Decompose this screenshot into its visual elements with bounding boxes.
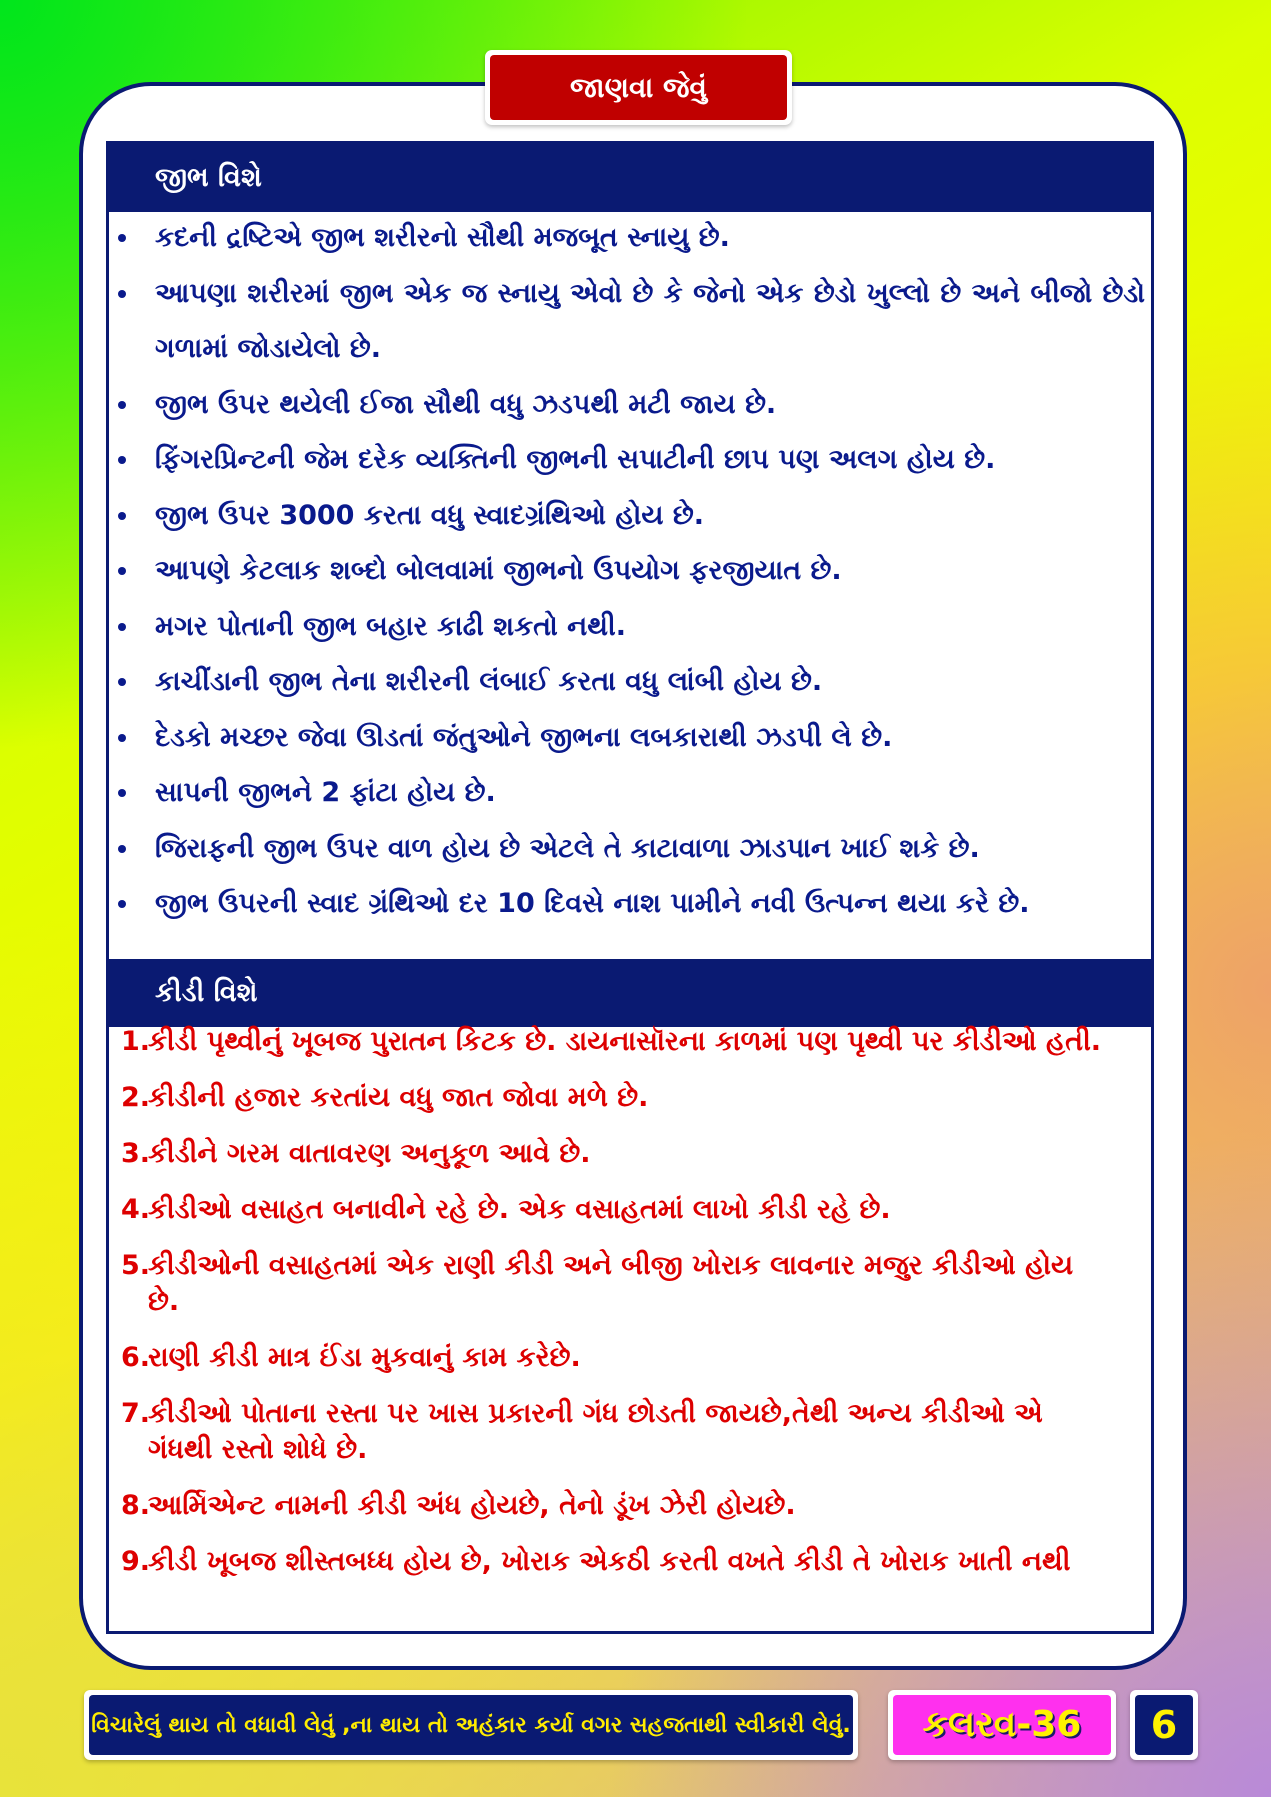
list-item: ફિંગરપ્રિન્ટની જેમ દરેક વ્યક્તિની જીભની સપાટીની છાપ પણ અલગ હોય છે.: [109, 432, 1151, 488]
page-number: 6: [1135, 1695, 1193, 1755]
item-number: 2.: [121, 1082, 151, 1113]
ants-section-heading: કીડી વિશે: [109, 959, 1151, 1027]
item-text: કીડીઓની વસાહતમાં એક રાણી કીડી અને બીજી ખોરાક લાવનાર મજુર કીડીઓ હોય છે.: [148, 1250, 1074, 1317]
item-number: 6.: [121, 1342, 151, 1373]
page-title: જાણવા જેવું: [490, 55, 787, 120]
item-text: કીડીને ગરમ વાતાવરણ અનુકૂળ આવે છે.: [148, 1138, 591, 1169]
list-item: [109, 1488, 1151, 1524]
ants-facts-list: [109, 1024, 1151, 1600]
list-item: જીભ ઉપર થયેલી ઈજા સૌથી વધુ ઝડપથી મટી જાય છે.: [109, 377, 1151, 433]
item-number: 3.: [121, 1138, 151, 1169]
tongue-section-heading: જીભ વિશે: [109, 144, 1151, 212]
item-number: 1.: [121, 1026, 151, 1057]
list-item: મગર પોતાની જીભ બહાર કાઢી શકતો નથી.: [109, 599, 1151, 655]
item-text: કીડીઓ વસાહત બનાવીને રહે છે. એક વસાહતમાં લાખો કીડી રહે છે.: [148, 1194, 891, 1225]
item-number: 7.: [121, 1398, 151, 1429]
list-item: [109, 1192, 1151, 1228]
item-text: કીડી પૃથ્વીનું ખૂબજ પુરાતન કિટક છે. ડાયનાસૉરના કાળમાં પણ પૃથ્વી પર કીડીઓ હતી.: [148, 1026, 1102, 1057]
item-text: કીડીઓ પોતાના રસ્તા પર ખાસ પ્રકારની ગંધ છોડતી જાયછે,તેથી અન્ય કીડીઓ એ ગંધથી રસ્તો શોધે છે.: [148, 1398, 1043, 1465]
list-item: જીભ ઉપરની સ્વાદ ગ્રંથિઓ દર 10 દિવસે નાશ પામીને નવી ઉત્પન્ન થયા કરે છે.: [109, 876, 1151, 932]
list-item: [109, 1340, 1151, 1376]
item-number: 9.: [121, 1546, 151, 1577]
item-text: રાણી કીડી માત્ર ઈંડા મુકવાનું કામ કરેછે.: [148, 1342, 581, 1373]
list-item: જિરાફની જીભ ઉપર વાળ હોય છે એટલે તે કાટાવાળા ઝાડપાન ખાઈ શકે છે.: [109, 821, 1151, 877]
item-number: 4.: [121, 1194, 151, 1225]
motto-text: વિચારેલું થાય તો વધાવી લેવું ,ના થાય તો અહંકાર કર્યા વગર સહજતાથી સ્વીકારી લેવું.: [89, 1695, 853, 1755]
item-number: 5.: [121, 1250, 151, 1281]
list-item: [109, 1136, 1151, 1172]
list-item: [109, 1080, 1151, 1116]
list-item: જીભ ઉપર 3000 કરતા વધુ સ્વાદગ્રંથિઓ હોય છે.: [109, 488, 1151, 544]
title-tab: [485, 50, 792, 125]
brand-text: કલરવ-36: [893, 1695, 1111, 1755]
list-item: કાચીંડાની જીભ તેના શરીરની લંબાઈ કરતા વધુ લાંબી હોય છે.: [109, 654, 1151, 710]
list-item: [109, 1396, 1151, 1468]
item-text: આર્મિએન્ટ નામની કીડી અંધ હોયછે, તેનો ડૂંખ ઝેરી હોયછે.: [148, 1490, 796, 1521]
list-item: સાપની જીભને 2 ફાંટા હોય છે.: [109, 765, 1151, 821]
facts-panel: [106, 141, 1154, 1634]
item-text: કીડી ખૂબજ શીસ્તબધ્ધ હોય છે, ખોરાક એકઠી કરતી વખતે કીડી તે ખોરાક ખાતી નથી: [148, 1546, 1071, 1577]
item-number: 8.: [121, 1490, 151, 1521]
list-item: કદની દ્રષ્ટિએ જીભ શરીરનો સૌથી મજબૂત સ્નાયુ છે.: [109, 210, 1151, 266]
list-item: [109, 1248, 1151, 1320]
motto-banner: [84, 1690, 858, 1760]
tongue-facts-list: [109, 210, 1151, 932]
list-item: આપણા શરીરમાં જીભ એક જ સ્નાયુ એવો છે કે જેનો એક છેડો ખુલ્લો છે અને બીજો છેડો ગળામાં જોડાયેલો છે.: [109, 266, 1151, 377]
list-item: [109, 1024, 1151, 1060]
list-item: [109, 1544, 1151, 1580]
item-text: કીડીની હજાર કરતાંય વધુ જાત જોવા મળે છે.: [148, 1082, 649, 1113]
list-item: આપણે કેટલાક શબ્દો બોલવામાં જીભનો ઉપયોગ ફરજીયાત છે.: [109, 543, 1151, 599]
page-number-badge: [1130, 1690, 1198, 1760]
list-item: દેડકો મચ્છર જેવા ઊડતાં જંતુઓને જીભના લબકારાથી ઝડપી લે છે.: [109, 710, 1151, 766]
brand-badge: [888, 1690, 1116, 1760]
